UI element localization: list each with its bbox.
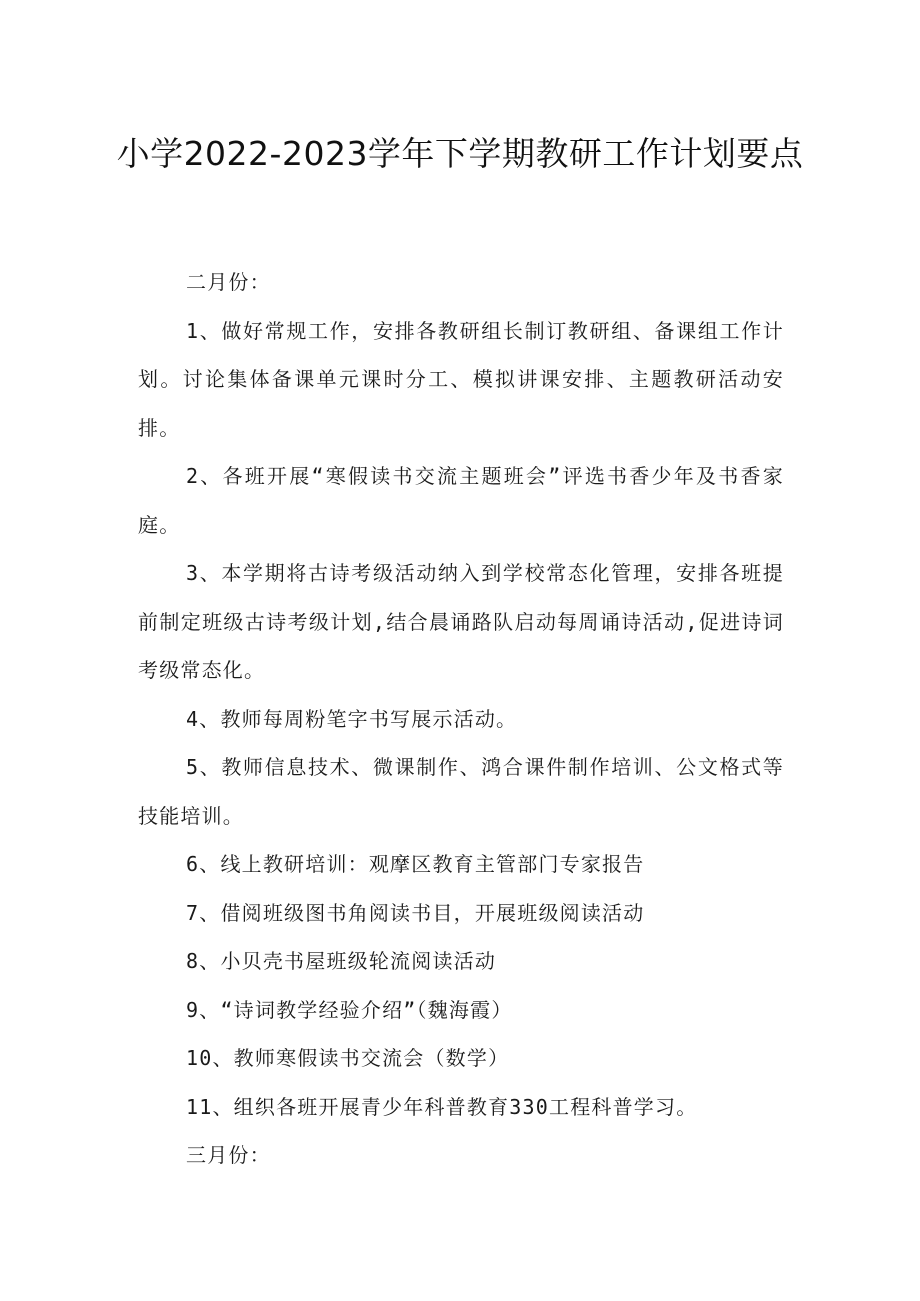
list-item: 9、“诗词教学经验介绍”（魏海霞） <box>186 997 513 1022</box>
list-item: 5、教师信息技术、微课制作、鸿合课件制作培训、公文格式等技能培训。 <box>138 755 784 828</box>
list-item: 8、小贝壳书屋班级轮流阅读活动 <box>186 949 497 973</box>
document-body <box>138 258 784 1180</box>
list-item: 10、教师寒假读书交流会（数学） <box>186 1046 510 1070</box>
document-title: 小学2022-2023学年下学期教研工作计划要点 <box>116 134 804 173</box>
list-item: 7、借阅班级图书角阅读书目，开展班级阅读活动 <box>186 900 645 925</box>
list-item: 4、教师每周粉笔字书写展示活动。 <box>186 706 518 731</box>
section-heading-february: 二月份： <box>186 270 271 294</box>
list-item: 11、组织各班开展青少年科普教育330工程科普学习。 <box>186 1094 698 1119</box>
list-item: 6、线上教研培训：观摩区教育主管部门专家报告 <box>186 852 645 876</box>
section-heading-march: 三月份： <box>186 1143 271 1167</box>
list-item: 2、各班开展“寒假读书交流主题班会”评选书香少年及书香家庭。 <box>138 464 784 537</box>
list-item: 1、做好常规工作，安排各教研组长制订教研组、备课组工作计划。讨论集体备课单元课时分工、模拟讲课安排、主题教研活动安排。 <box>138 318 784 440</box>
list-item: 3、本学期将古诗考级活动纳入到学校常态化管理，安排各班提前制定班级古诗考级计划,结合晨诵路队启动每周诵诗活动,促进诗词考级常态化。 <box>138 561 784 682</box>
